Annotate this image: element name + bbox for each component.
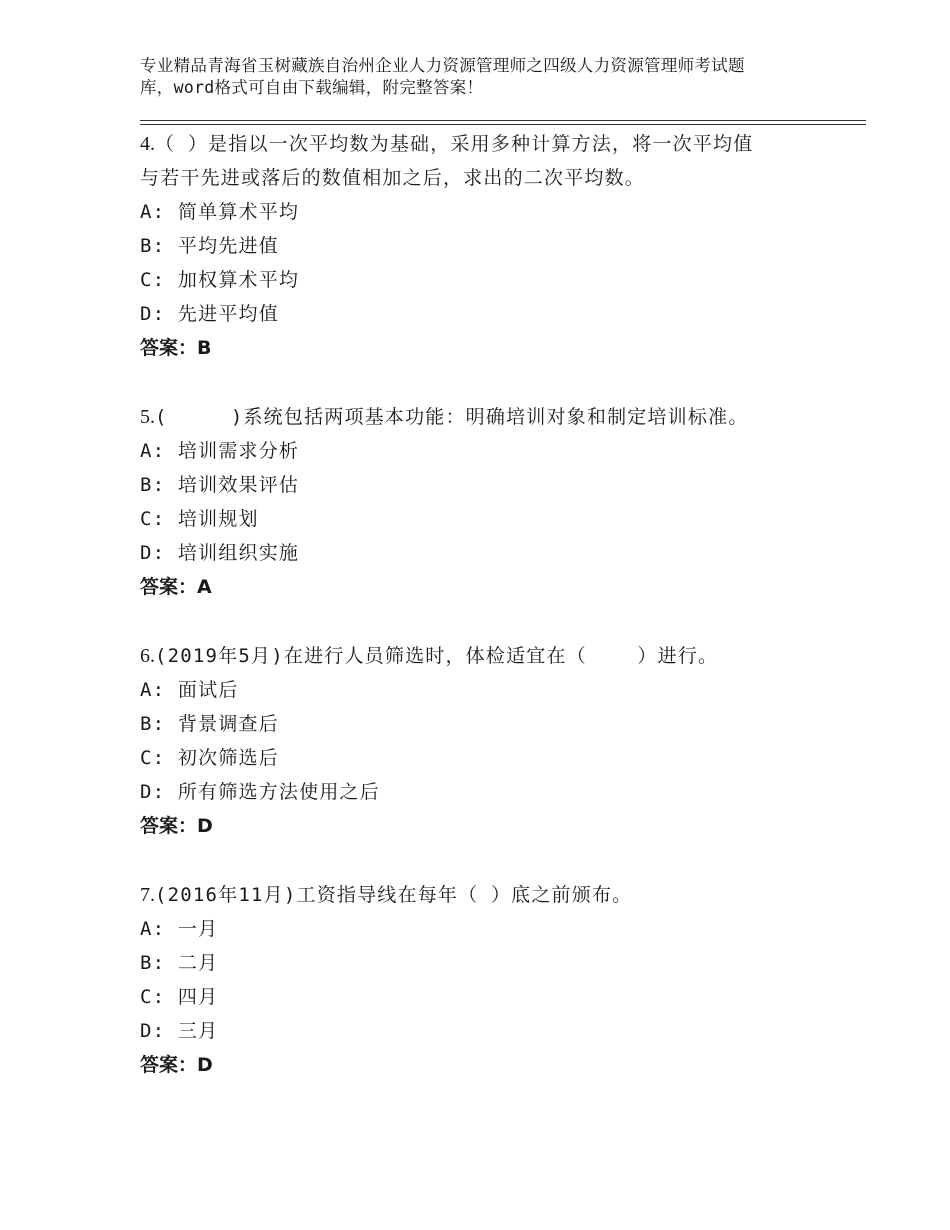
- question-text-line-1: (2016年11月)工资指导线在每年（ ）底之前颁布。: [155, 884, 633, 906]
- option-d: D: 三月: [140, 1020, 219, 1042]
- header-title-line-2: 库，word格式可自由下载编辑，附完整答案！: [140, 78, 484, 97]
- question-stem: [140, 639, 830, 673]
- answer-label: 答案：A: [140, 576, 212, 598]
- question-6: [140, 639, 830, 843]
- option-a: A: 简单算术平均: [140, 201, 300, 223]
- option-c: C: 初次筛选后: [140, 747, 279, 769]
- option-c: C: 四月: [140, 986, 219, 1008]
- header-divider-top: [140, 120, 866, 121]
- question-stem: [140, 400, 830, 434]
- option-c: C: 培训规划: [140, 508, 259, 530]
- option-a: A: 面试后: [140, 679, 239, 701]
- question-text-line-2: 与若干先进或落后的数值相加之后，求出的二次平均数。: [140, 167, 646, 189]
- answer-label: 答案：D: [140, 815, 213, 837]
- question-stem: [140, 878, 830, 912]
- question-5: [140, 400, 830, 604]
- question-4: [140, 127, 830, 365]
- option-d: D: 培训组织实施: [140, 542, 300, 564]
- answer-label: 答案：D: [140, 1054, 213, 1076]
- answer-label: 答案：B: [140, 337, 212, 359]
- question-number: 7.: [140, 884, 155, 906]
- document-header: [140, 55, 840, 99]
- header-title-line-1: 专业精品青海省玉树藏族自治州企业人力资源管理师之四级人力资源管理师考试题: [140, 56, 745, 75]
- question-stem: [140, 127, 830, 161]
- option-d: D: 所有筛选方法使用之后: [140, 781, 380, 803]
- option-d: D: 先进平均值: [140, 303, 279, 325]
- option-b: B: 培训效果评估: [140, 474, 300, 496]
- question-number: 5.: [140, 406, 155, 428]
- question-text-line-1: （ ）是指以一次平均数为基础，采用多种计算方法，将一次平均值: [155, 133, 754, 155]
- option-a: A: 一月: [140, 918, 219, 940]
- option-b: B: 平均先进值: [140, 235, 279, 257]
- question-7: [140, 878, 830, 1082]
- option-b: B: 背景调查后: [140, 713, 279, 735]
- question-number: 4.: [140, 133, 155, 155]
- option-a: A: 培训需求分析: [140, 440, 300, 462]
- header-divider-bottom: [140, 124, 866, 125]
- question-text-line-1: (2019年5月)在进行人员筛选时，体检适宜在（ ）进行。: [155, 645, 719, 667]
- question-number: 6.: [140, 645, 155, 667]
- option-c: C: 加权算术平均: [140, 269, 300, 291]
- option-b: B: 二月: [140, 952, 219, 974]
- question-text-line-1: ( )系统包括两项基本功能：明确培训对象和制定培训标准。: [155, 406, 749, 428]
